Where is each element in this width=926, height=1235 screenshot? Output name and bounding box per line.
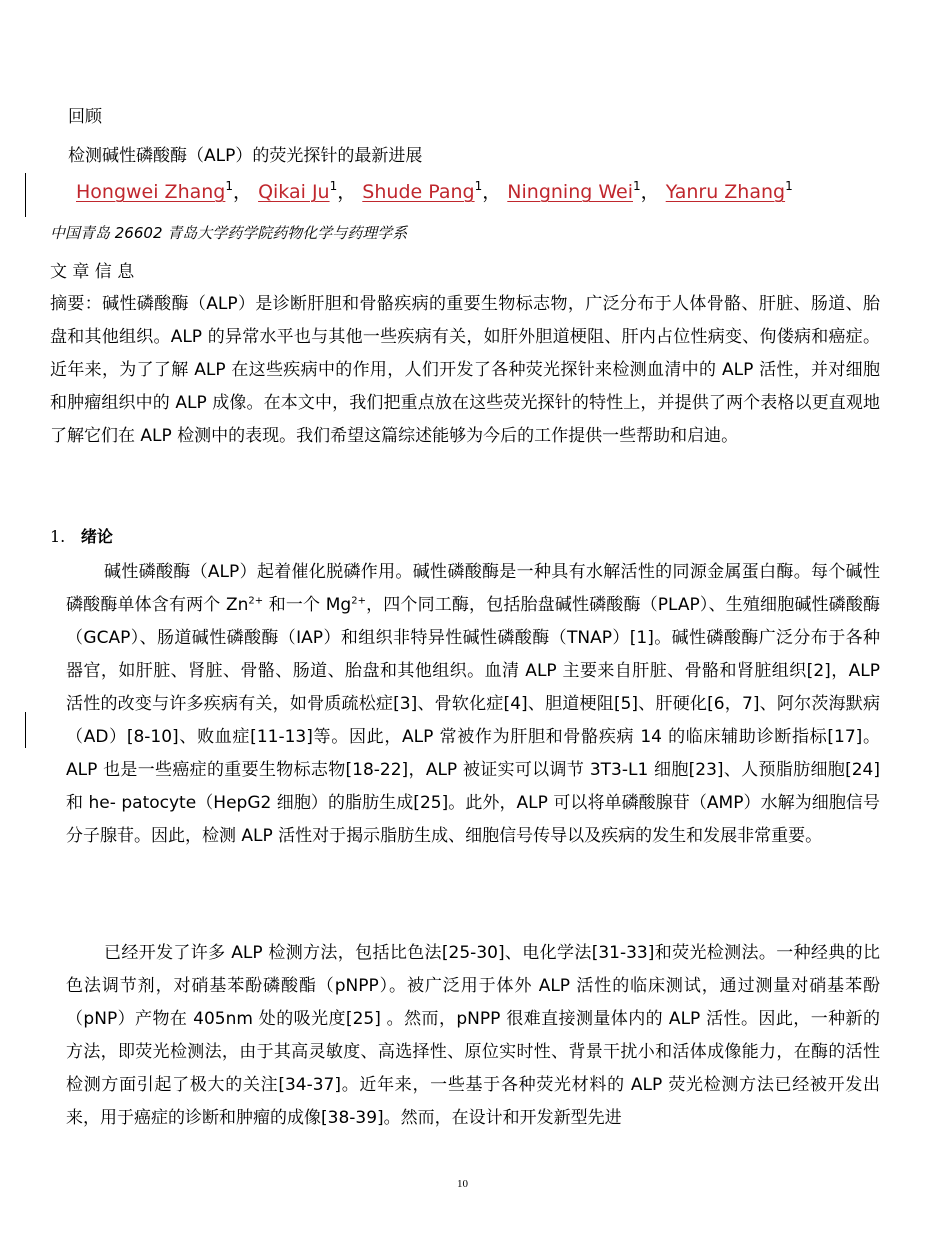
author-separator: ， xyxy=(482,181,502,203)
abstract: 摘要：碱性磷酸酶（ALP）是诊断肝胆和骨骼疾病的重要生物标志物，广泛分布于人体骨骼、肝脏、肠道、胎盘和其他组织。ALP 的异常水平也与其他一些疾病有关，如肝外胆道梗阻、肝内占位性病变、佝偻病和癌症。近年来，为了了解 ALP 在这些疾病中的作用，人们开发了各种荧光探针来检测血清中的 ALP 活性，并对细胞和肿瘤组织中的 ALP 成像。在本文中，我们把重点放在这些荧光探针的特性上，并提供了两个表格以更直观地了解它们在 ALP 检测中的表现。我们希望这篇综述能够为今后的工作提供一些帮助和启迪。 xyxy=(50,294,880,446)
author-affil-sup: 1 xyxy=(633,179,641,193)
author-link[interactable]: Qikai Ju xyxy=(258,181,330,203)
author-separator: ， xyxy=(337,181,357,203)
author-separator: ， xyxy=(640,181,660,203)
section-heading xyxy=(50,524,113,547)
page-number: 10 xyxy=(457,1178,468,1190)
author-link[interactable]: Hongwei Zhang xyxy=(76,181,226,203)
para-text: 和一个 Mg xyxy=(263,595,352,615)
article-title: 检测碱性磷酸酶（ALP）的荧光探针的最新进展 xyxy=(68,146,423,166)
para-text: ，四个同工酶，包括胎盘碱性磷酸酶（PLAP）、生殖细胞碱性磷酸酶（GCAP）、肠道碱性磷酸酶（IAP）和组织非特异性碱性磷酸酶（TNAP）[1]。碱性磷酸酶广泛分布于各种器官，如肝脏、肾脏、骨骼、肠道、胎盘和其他组织。血清 ALP 主要来自肝脏、骨骼和肾脏组织[2]，ALP 活性的改变与许多疾病有关，如骨质疏松症[3]、骨软化症[4]、胆道梗阻[5]、肝硬化[6，7]、阿尔茨海默病（AD）[8-10]、败血症[11-13]等。因此，ALP 常被作为肝胆和骨骼疾病 14 的临床辅助诊断指标[17]。ALP 也是一些癌症的重要生物标志物[18-22]，ALP 被证实可以调节 3T3-L1 细胞[23]、人预脂肪细胞[24]和 he- patocyte（HepG2 细胞）的脂肪生成[25]。此外，ALP 可以将单磷酸腺苷（AMP）水解为细胞信号分子腺苷。因此，检测 ALP 活性对于揭示脂肪生成、细胞信号传导以及疾病的发生和发展非常重要。 xyxy=(66,595,880,846)
author-affil-sup: 1 xyxy=(474,179,483,193)
author-affil-sup: 1 xyxy=(329,179,338,193)
author-link[interactable]: Ningning Wei xyxy=(507,181,633,203)
article-info-label: 文 章 信 息 xyxy=(50,262,135,282)
zn-charge: 2+ xyxy=(248,595,264,607)
author-affil-sup: 1 xyxy=(785,179,793,193)
author-separator: ， xyxy=(233,181,253,203)
affiliation: 中国青岛 26602 青岛大学药学院药物化学与药理学系 xyxy=(50,224,408,242)
author-list xyxy=(76,177,793,204)
section-title: 绪论 xyxy=(80,527,113,546)
author-affil-sup: 1 xyxy=(225,179,234,193)
intro-paragraph-1 xyxy=(66,556,880,853)
intro-paragraph-2: 已经开发了许多 ALP 检测方法，包括比色法[25-30]、电化学法[31-33]和荧光检测法。一种经典的比色法调节剂，对硝基苯酚磷酸酯（pNPP）。被广泛用于体外 ALP 活性的临床测试，通过测量对硝基苯酚（pNP）产物在 405nm 处的吸光度[25] 。然而，pNPP 很难直接测量体内的 ALP 活性。因此，一种新的方法，即荧光检测法，由于其高灵敏度、高选择性、原位实时性、背景干扰小和活体成像能力，在酶的活性检测方面引起了极大的关注[34-37]。近年来，一些基于各种荧光材料的 ALP 荧光检测方法已经被开发出来，用于癌症的诊断和肿瘤的成像[38-39]。然而，在设计和开发新型先进 xyxy=(66,943,880,1128)
revision-bar xyxy=(25,173,26,217)
author-link[interactable]: Shude Pang xyxy=(362,181,475,203)
section-number: 1. xyxy=(50,527,66,546)
mg-charge: 2+ xyxy=(351,595,366,607)
para-text: 碱性磷酸酶（ALP）起着催化脱磷作用。碱性磷酸酶是一种具有水解活性的同源金属蛋白酶。每个碱性磷酸酶单体含有两个 Zn xyxy=(66,562,880,615)
revision-bar xyxy=(25,712,26,748)
author-link[interactable]: Yanru Zhang xyxy=(665,181,786,203)
article-category: 回顾 xyxy=(68,107,102,127)
